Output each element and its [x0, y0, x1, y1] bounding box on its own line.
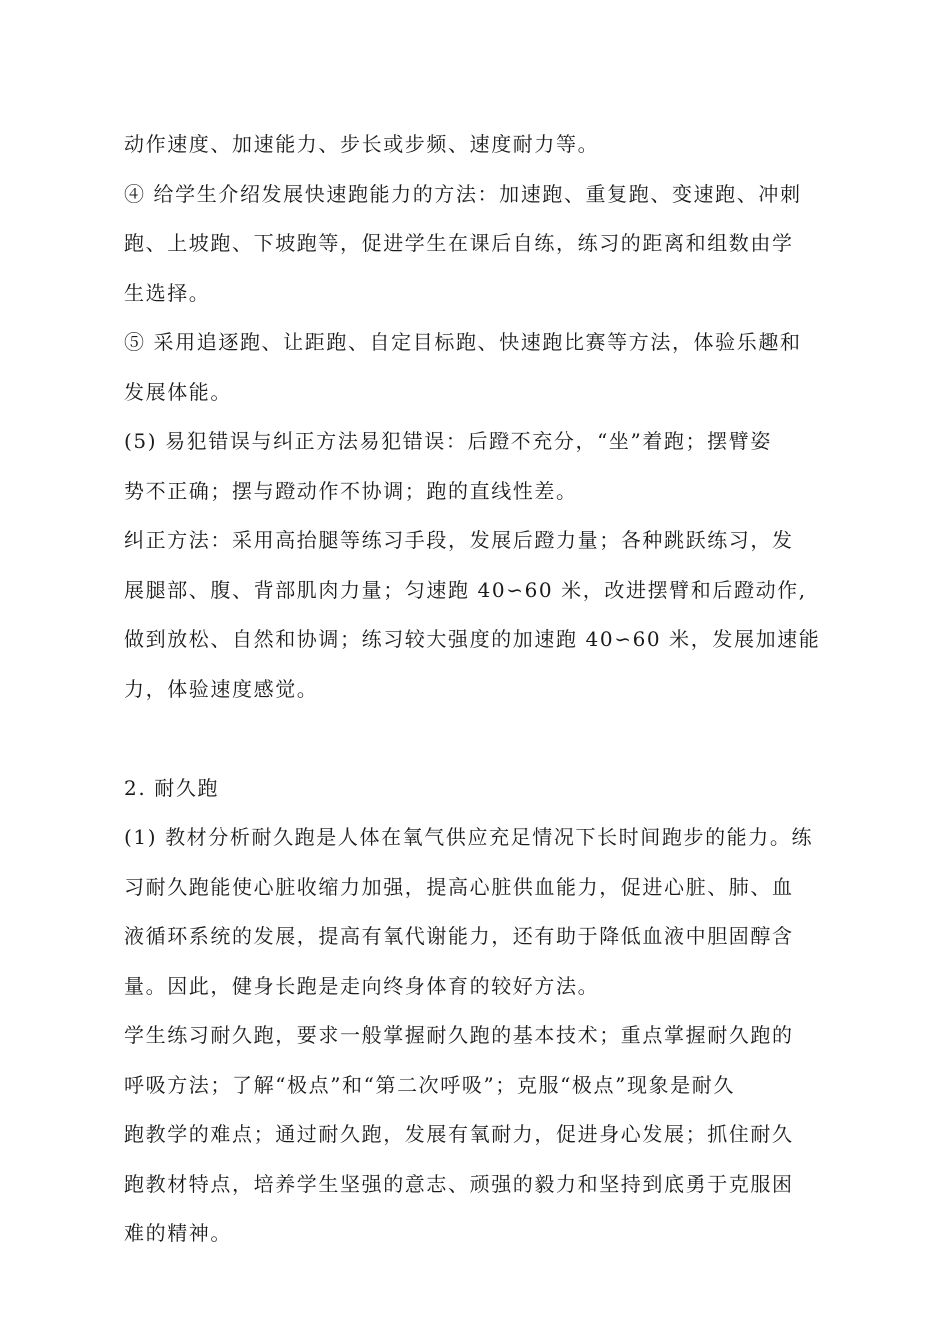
- paragraph-line: 跑教学的难点；通过耐久跑，发展有氧耐力，促进身心发展；抓住耐久: [124, 1122, 794, 1146]
- paragraph-line: 势不正确；摆与蹬动作不协调；跑的直线性差。: [124, 478, 578, 503]
- textbook-analysis-paragraph: [124, 813, 836, 1011]
- paragraph-line: (5) 易犯错误与纠正方法易犯错误：后蹬不充分，“坐”着跑；摆臂姿: [124, 429, 772, 453]
- paragraph-line: 跑教材特点，培养学生坚强的意志、顽强的毅力和坚持到底勇于克服困: [124, 1171, 794, 1196]
- paragraph-line: 发展体能。: [124, 379, 232, 404]
- body-text: [124, 120, 836, 1259]
- paragraph-line: 力，体验速度感觉。: [124, 676, 319, 701]
- item-4-paragraph: [124, 170, 836, 319]
- section-heading: 2. 耐久跑: [124, 775, 220, 800]
- paragraph-line: 展腿部、腹、背部肌肉力量；匀速跑 40∽60 米，改进摆臂和后蹬动作,: [124, 577, 807, 602]
- paragraph-line: 学生练习耐久跑，要求一般掌握耐久跑的基本技术；重点掌握耐久跑的: [124, 1023, 794, 1047]
- paragraph-line: (1) 教材分析耐久跑是人体在氧气供应充足情况下长时间跑步的能力。练: [124, 825, 814, 849]
- paragraph-line: 量。因此，健身长跑是走向终身体育的较好方法。: [124, 973, 600, 998]
- paragraph-line: ⑤ 采用追逐跑、让距跑、自定目标跑、快速跑比赛等方法，体验乐趣和: [124, 330, 802, 354]
- paragraph-line: 习耐久跑能使心脏收缩力加强，提高心脏供血能力，促进心脏、肺、血: [124, 874, 794, 899]
- paragraph-line: 跑、上坡跑、下坡跑等，促进学生在课后自练，练习的距离和组数由学: [124, 231, 794, 255]
- item-5-paragraph: [124, 318, 836, 417]
- paragraph-line: 做到放松、自然和协调；练习较大强度的加速跑 40∽60 米，发展加速能: [124, 627, 821, 651]
- learning-requirements-paragraph: [124, 1011, 836, 1259]
- paragraph-line: 纠正方法：采用高抬腿等练习手段，发展后蹬力量；各种跳跃练习，发: [124, 528, 794, 552]
- paragraph-line: 液循环系统的发展，提高有氧代谢能力，还有助于降低血液中胆固醇含: [124, 924, 794, 948]
- paragraph-line: 动作速度、加速能力、步长或步频、速度耐力等。: [124, 132, 600, 156]
- correction-methods-paragraph: [124, 516, 836, 714]
- common-errors-paragraph: [124, 417, 836, 516]
- paragraph-line: 生选择。: [124, 280, 211, 305]
- paragraph-line: 难的精神。: [124, 1221, 232, 1245]
- paragraph-line: ④ 给学生介绍发展快速跑能力的方法：加速跑、重复跑、变速跑、冲刺: [124, 181, 802, 206]
- paragraph-line: 呼吸方法；了解“极点”和“第二次呼吸”；克服“极点”现象是耐久: [124, 1072, 735, 1097]
- section-spacer: [124, 714, 836, 764]
